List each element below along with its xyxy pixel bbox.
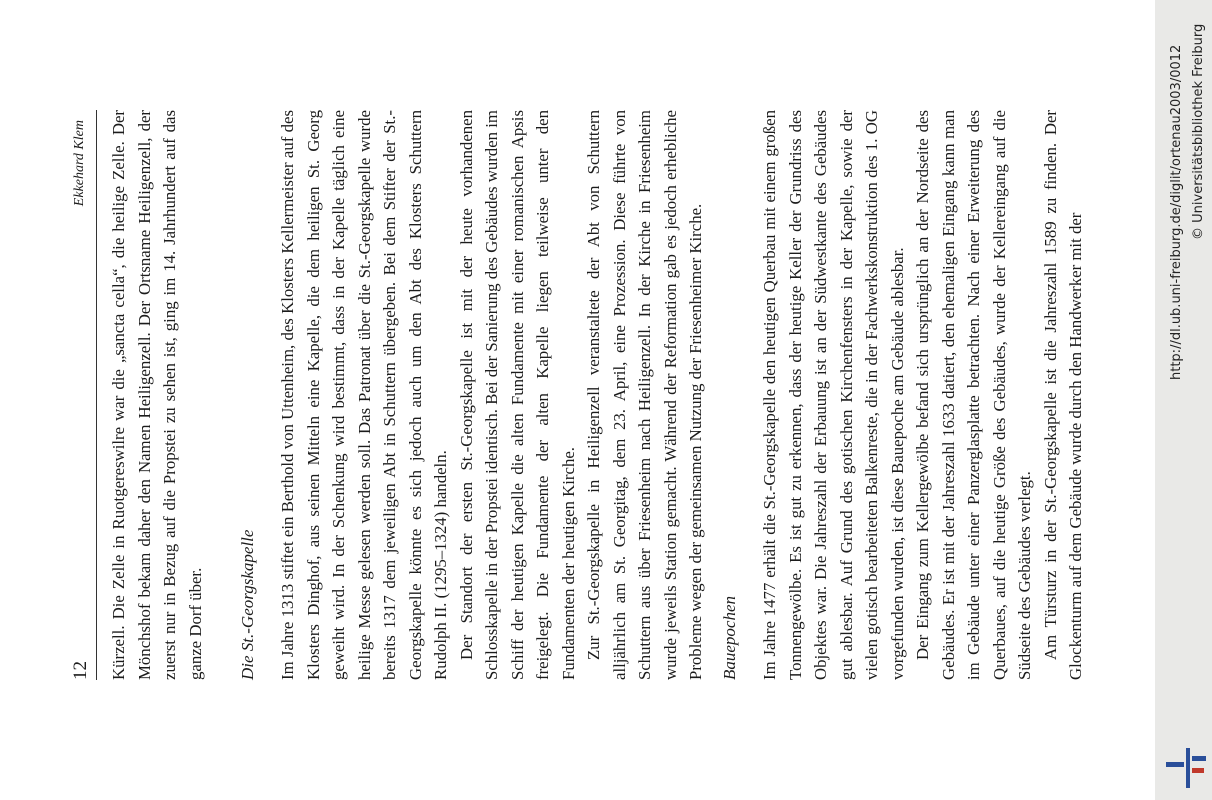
library-logo-icon xyxy=(1166,748,1206,788)
section-bauepochen xyxy=(757,110,1089,680)
paragraph: Zur St.-Georgskapelle in Heiligenzell veranstaltete der Abt von Schuttern alljährlich am St. Georgitag, dem 23. April, eine Prozession. Diese führte von Schuttern aus über Friesenheim nach Heiligenzell. In der Kirche in Friesenheim wurde jeweils Station gemacht. Während der Reformation gab es jedoch erhebliche Probleme wegen der gemeinsamen Nutzung der Friesenheimer Kirche. xyxy=(584,110,705,680)
library-sidebar xyxy=(1155,0,1212,800)
copyright-notice: © Universitätsbibliothek Freiburg xyxy=(1191,23,1206,240)
source-url[interactable]: http://dl.ub.uni-freiburg.de/diglit/ortenau2003/0012 xyxy=(1169,44,1184,380)
section-heading-bauepochen: Bauepochen xyxy=(720,595,739,680)
section-intro xyxy=(106,110,208,680)
paragraph: Der Eingang zum Kellergewölbe befand sich ursprünglich an der Nordseite des Gebäudes. Er ist mit der Jahreszahl 1633 datiert, den ehemaligen Eingang kann man im Gebäude unter einer Panzerglasplatte betrachten. Nach einer Erweiterung des Querbaues, auf die heutige Größe des Gebäudes, wurde der Kellereingang auf die Südseite des Gebäudes verlegt. xyxy=(913,110,1034,680)
sidebar-text xyxy=(1155,0,1212,800)
paragraph: Der Standort der ersten St.-Georgskapelle ist mit der heute vorhandenen Schlosskapelle in der Propstei identisch. Bei der Sanierung des Gebäudes wurden im Schiff der heutigen Kapelle die alten Fundamente mit einer romanischen Apsis freigelegt. Die Fundamente der alten Kapelle liegen teilweise unter den Fundamenten der heutigen Kirche. xyxy=(456,110,578,680)
paragraph: Kürzell. Die Zelle in Ruotgereswilre war die „sancta cella“, die heilige Zelle. Der Mönchshof bekam daher den Namen Heiligenzell. Der Ortsname Heiligenzell, der zuerst nur in Bezug auf die Propstei zu sehen ist, ging im 14. Jahrhundert auf das ganze Dorf über. xyxy=(109,110,205,680)
paragraph: Im Jahre 1477 erhält die St.-Georgskapelle den heutigen Querbau mit einem großen Tonnengewölbe. Es ist gut zu erkennen, dass der heutige Keller der Grundriss des Objektes war. Die Jahreszahl der Erbauung ist an der Südwestkante des Gebäudes gut ablesbar. Auf Grund des gotischen Kirchenfensters in der Kapelle, sowie der vielen gotisch bearbeiteten Balkenreste, die in der Fachwerkskonstruktion des 1. OG vorgefunden wurden, ist diese Bauepoche am Gebäude ablesbar. xyxy=(760,110,907,680)
paragraph: Am Türsturz in der St.-Georgskapelle ist die Jahreszahl 1589 zu finden. Der Glockenturm auf dem Gebäude wurde durch den Handwerker mit der xyxy=(1040,110,1085,680)
section-heading-georgskapelle: Die St.-Georgskapelle xyxy=(238,529,257,680)
section-georgskapelle xyxy=(275,110,709,680)
header-rule xyxy=(96,110,97,680)
running-header-author: Ekkehard Klem xyxy=(72,120,87,207)
paragraph: Im Jahre 1313 stiftet ein Berthold von Uttenheim, des Klosters Kellermeister auf des Klosters Dinghof, aus seinen Mitteln eine Kapelle, die dem heiligen St. Georg geweiht wird. In der Schenkung wird bestimmt, dass in der Kapelle täglich eine heilige Messe gelesen werden soll. Das Patronat über die St.-Georgskapelle wurde bereits 1317 dem jeweiligen Abt in Schuttern übergeben. Bei dem Stifter der St.-Georgskapelle könnte es sich jedoch auch um den Abt des Klosters Schuttern Rudolph II. (1295–1324) handeln. xyxy=(278,110,450,680)
page-number: 12 xyxy=(70,661,91,680)
